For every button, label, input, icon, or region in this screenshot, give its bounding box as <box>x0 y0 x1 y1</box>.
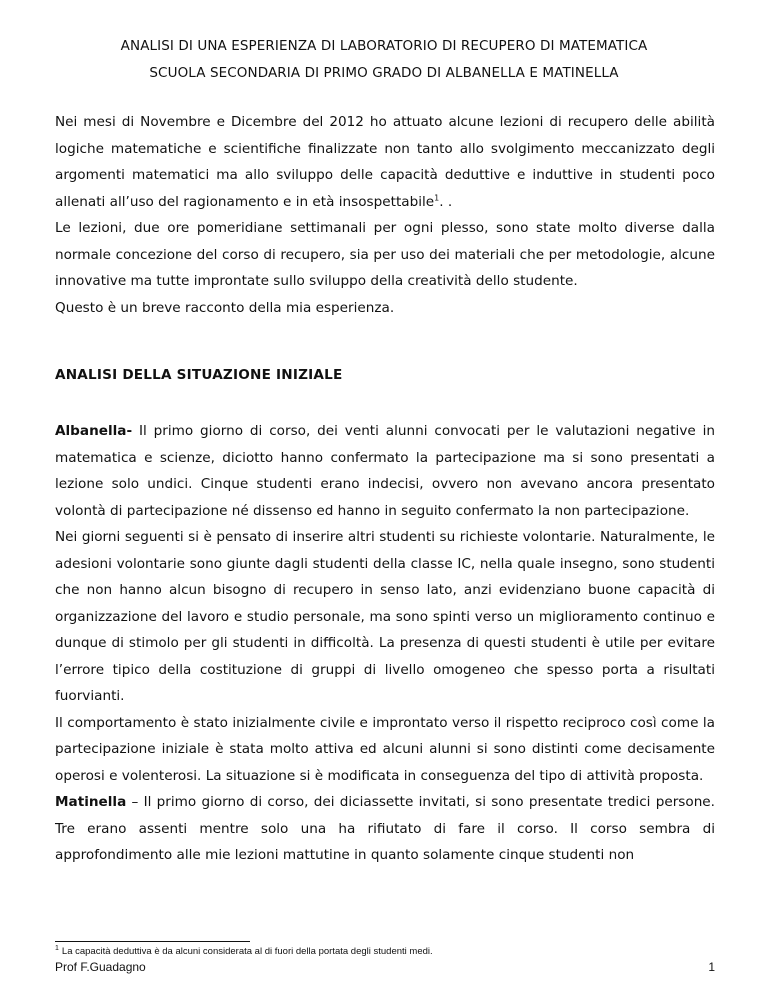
footnote-separator <box>55 941 250 942</box>
matinella-paragraph-1-text: – Il primo giorno di corso, dei diciassette invitati, si sono presentate tredici persone. Tre erano assenti mentre solo una ha rifiutato di fare il corso. Il corso sembra di approfondimento alle mie lezioni mattutine in quanto solamente cinque studenti non <box>55 794 715 863</box>
intro-paragraph-1-end: . . <box>439 193 453 210</box>
document-title-line-2: SCUOLA SECONDARIA DI PRIMO GRADO DI ALBANELLA E MATINELLA <box>149 65 619 81</box>
intro-paragraph-1 <box>55 109 715 215</box>
albanella-section <box>55 418 715 869</box>
footnote <box>55 945 433 957</box>
document-title-line-1: ANALISI DI UNA ESPERIENZA DI LABORATORIO DI RECUPERO DI MATEMATICA <box>120 38 648 54</box>
footer-author: Prof F.Guadagno <box>55 960 146 974</box>
albanella-paragraph-3: Il comportamento è stato inizialmente civile e improntato verso il rispetto reciproco così come la partecipazione iniziale è stata molto attiva ed alcuni alunni si sono distinti come decisamente operosi e volenterosi. La situazione si è modificata in conseguenza del tipo di attività proposta. <box>55 714 715 784</box>
intro-paragraph-1-text: Nei mesi di Novembre e Dicembre del 2012 ho attuato alcune lezioni di recupero delle abilità logiche matematiche e scientifiche finalizzate non tanto allo svolgimento meccanizzato degli argomenti matematici ma allo sviluppo delle capacità deduttive e induttive in studenti poco allenati all’uso del ragionamento e in età insospettabile <box>55 114 715 210</box>
section-heading: ANALISI DELLA SITUAZIONE INIZIALE <box>55 367 343 383</box>
albanella-paragraph-1-text: Il primo giorno di corso, dei venti alunni convocati per le valutazioni negative in matematica e scienze, diciotto hanno confermato la partecipazione ma si sono presentati a lezione solo undici. Cinque studenti erano indecisi, ovvero non avevano ancora presentato volontà di partecipazione né dissenso ed hanno in seguito confermato la non partecipazione. <box>55 423 715 519</box>
footnote-number: 1 <box>55 945 59 952</box>
matinella-paragraph-1 <box>55 789 715 869</box>
albanella-label: Albanella- <box>55 423 133 439</box>
matinella-label: Matinella <box>55 794 127 810</box>
footnote-text: La capacità deduttiva è da alcuni considerata al di fuori della portata degli studenti medi. <box>61 946 433 958</box>
intro-paragraph-3: Questo è un breve racconto della mia esperienza. <box>55 299 395 316</box>
intro-paragraph-2: Le lezioni, due ore pomeridiane settimanali per ogni plesso, sono state molto diverse dalla normale concezione del corso di recupero, sia per uso dei materiali che per metodologie, alcune innovative ma tutte improntate sullo sviluppo della creatività dello studente. <box>55 220 715 289</box>
albanella-paragraph-1 <box>55 418 715 524</box>
intro-section <box>55 109 715 321</box>
albanella-paragraph-2: Nei giorni seguenti si è pensato di inserire altri studenti su richieste volontarie. Naturalmente, le adesioni volontarie sono giunte dagli studenti della classe IC, nella quale insegno, sono studenti che non hanno alcun bisogno di recupero in senso lato, anzi evidenziano buone capacità di organizzazione del lavoro e studio personale, ma sono spinti verso un miglioramento continuo e dunque di stimolo per gli studenti in difficoltà. La presenza di questi studenti è utile per evitare l’errore tipico della costituzione di gruppi di livello omogeneo che spesso porta a risultati fuorvianti. <box>55 529 715 704</box>
page-number: 1 <box>708 960 715 974</box>
footnote-reference: 1 <box>434 192 440 202</box>
